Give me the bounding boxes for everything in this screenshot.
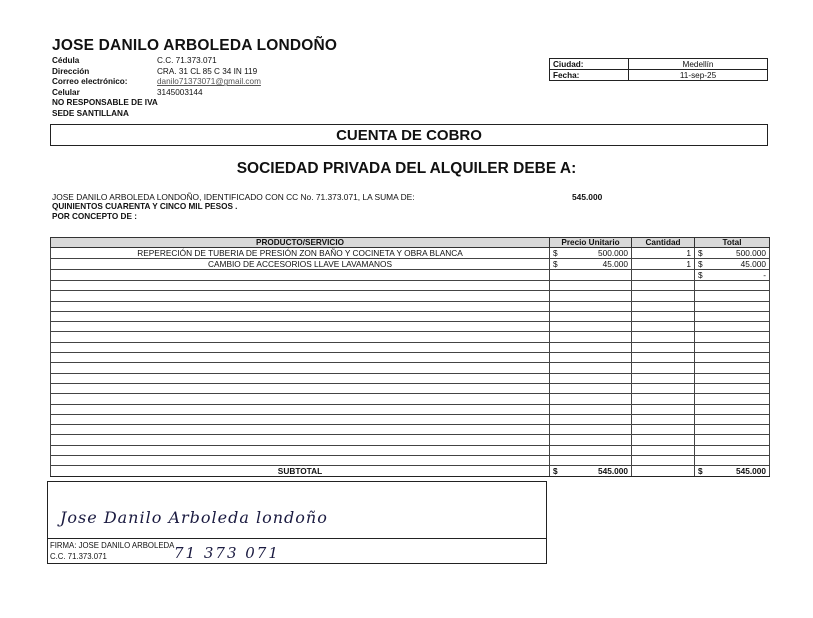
table-row <box>51 248 770 259</box>
table-row <box>51 281 770 291</box>
item-description: CAMBIO DE ACCESORIOS LLAVE LAVAMANOS <box>51 259 550 270</box>
items-table <box>50 237 770 477</box>
item-total <box>695 332 770 342</box>
table-row <box>51 332 770 342</box>
item-description: REPERECIÓN DE TUBERIA DE PRESIÓN ZON BAÑO Y COCINETA Y OBRA BLANCA <box>51 248 550 259</box>
handwritten-signature: Jose Danilo Arboleda londoño <box>60 508 328 527</box>
item-qty <box>632 445 695 455</box>
item-description <box>51 311 550 321</box>
branch: SEDE SANTILLANA <box>52 108 129 118</box>
address-label: Dirección <box>52 66 90 76</box>
item-total <box>695 311 770 321</box>
email-row <box>52 77 261 88</box>
item-description <box>51 281 550 291</box>
item-unit-price <box>550 281 632 291</box>
item-total <box>695 259 770 270</box>
item-unit-price <box>550 363 632 373</box>
item-unit-price <box>550 404 632 414</box>
item-description <box>51 342 550 352</box>
item-description <box>51 425 550 435</box>
subtotal-unit <box>550 466 632 477</box>
table-row <box>51 311 770 321</box>
phone-label: Celular <box>52 87 80 97</box>
table-row <box>51 414 770 424</box>
table-row <box>51 383 770 393</box>
phone-value: 3145003144 <box>157 87 203 97</box>
table-row <box>51 445 770 455</box>
firma-label: FIRMA: JOSE DANILO ARBOLEDA <box>50 541 175 550</box>
table-row <box>51 456 770 466</box>
item-qty <box>632 373 695 383</box>
table-row <box>51 394 770 404</box>
signature-line <box>47 538 547 539</box>
item-qty: 1 <box>632 248 695 259</box>
cedula-value: C.C. 71.373.071 <box>157 56 217 65</box>
item-qty <box>632 435 695 445</box>
date-row <box>550 70 768 81</box>
subtotal-qty <box>632 466 695 477</box>
currency-symbol: $ <box>553 466 558 477</box>
amount-words: QUINIENTOS CUARENTA Y CINCO MIL PESOS . <box>52 202 238 211</box>
item-description <box>51 404 550 414</box>
subtotal-total <box>695 466 770 477</box>
signature-caption <box>50 540 174 562</box>
subtotal-row <box>51 466 770 477</box>
signer-cc: C.C. 71.373.071 <box>50 552 107 561</box>
item-total-value: 500.000 <box>736 248 766 258</box>
item-qty <box>632 301 695 311</box>
subtotal-total-value: 545.000 <box>736 466 766 477</box>
table-row <box>51 435 770 445</box>
item-unit-price <box>550 425 632 435</box>
item-unit-price <box>550 291 632 301</box>
table-row <box>51 270 770 281</box>
item-unit-price-value: 500.000 <box>598 248 628 258</box>
item-unit-price <box>550 322 632 332</box>
cedula-row <box>52 56 261 67</box>
concept-label: POR CONCEPTO DE : <box>52 212 137 221</box>
header-unit-price: Precio Unitario <box>550 238 632 248</box>
item-qty <box>632 322 695 332</box>
debtor-line: SOCIEDAD PRIVADA DEL ALQUILER DEBE A: <box>236 160 577 177</box>
issuer-name: JOSE DANILO ARBOLEDA LONDOÑO <box>52 37 338 54</box>
item-qty <box>632 383 695 393</box>
item-description <box>51 435 550 445</box>
item-description <box>51 394 550 404</box>
currency-symbol: $ <box>698 466 703 477</box>
item-qty <box>632 332 695 342</box>
item-total <box>695 270 770 281</box>
table-row <box>51 425 770 435</box>
item-total <box>695 394 770 404</box>
item-unit-price <box>550 248 632 259</box>
item-total-value: - <box>763 270 766 280</box>
table-row <box>51 342 770 352</box>
address-value: CRA. 31 CL 85 C 34 IN 119 <box>157 66 258 76</box>
item-qty <box>632 281 695 291</box>
amount: 545.000 <box>572 192 603 202</box>
item-qty <box>632 353 695 363</box>
cedula-label: Cédula <box>52 56 80 65</box>
item-qty <box>632 291 695 301</box>
issuer-info <box>52 56 261 120</box>
item-qty <box>632 270 695 281</box>
item-description <box>51 363 550 373</box>
item-total <box>695 414 770 424</box>
table-header <box>51 238 770 248</box>
item-unit-price <box>550 270 632 281</box>
item-total <box>695 435 770 445</box>
item-qty <box>632 456 695 466</box>
item-total <box>695 281 770 291</box>
item-total <box>695 248 770 259</box>
item-total <box>695 353 770 363</box>
currency-symbol: $ <box>698 259 703 269</box>
subtotal-unit-value: 545.000 <box>598 466 628 477</box>
item-description <box>51 353 550 363</box>
subtotal-label: SUBTOTAL <box>51 466 550 477</box>
item-qty: 1 <box>632 259 695 270</box>
item-unit-price <box>550 414 632 424</box>
item-unit-price <box>550 456 632 466</box>
table-row <box>51 363 770 373</box>
city-date-box <box>549 58 768 81</box>
currency-symbol: $ <box>698 248 703 258</box>
item-unit-price <box>550 353 632 363</box>
item-total-value: 45.000 <box>740 259 766 269</box>
item-description <box>51 332 550 342</box>
item-total <box>695 342 770 352</box>
item-total <box>695 373 770 383</box>
item-unit-price <box>550 342 632 352</box>
item-total <box>695 445 770 455</box>
item-total <box>695 383 770 393</box>
item-unit-price <box>550 259 632 270</box>
table-row <box>51 373 770 383</box>
item-description <box>51 291 550 301</box>
item-total <box>695 291 770 301</box>
table-row <box>51 291 770 301</box>
statement: JOSE DANILO ARBOLEDA LONDOÑO, IDENTIFICADO CON CC No. 71.373.071, LA SUMA DE: <box>52 192 415 202</box>
currency-symbol: $ <box>553 248 558 258</box>
table-row <box>51 353 770 363</box>
city-label: Ciudad: <box>550 59 629 70</box>
city-value: Medellín <box>629 59 768 70</box>
item-total <box>695 404 770 414</box>
item-unit-price <box>550 435 632 445</box>
table-row <box>51 322 770 332</box>
header-total: Total <box>695 238 770 248</box>
item-description <box>51 383 550 393</box>
header-product: PRODUCTO/SERVICIO <box>51 238 550 248</box>
item-total <box>695 456 770 466</box>
item-unit-price <box>550 394 632 404</box>
city-row <box>550 59 768 70</box>
item-qty <box>632 342 695 352</box>
item-qty <box>632 363 695 373</box>
header-qty: Cantidad <box>632 238 695 248</box>
item-unit-price <box>550 373 632 383</box>
document-title: CUENTA DE COBRO <box>50 124 768 146</box>
date-label: Fecha: <box>550 70 629 81</box>
item-qty <box>632 311 695 321</box>
table-row <box>51 404 770 414</box>
item-unit-price <box>550 311 632 321</box>
item-unit-price-value: 45.000 <box>602 259 628 269</box>
handwritten-cc: 71 373 071 <box>174 544 280 562</box>
item-unit-price <box>550 301 632 311</box>
item-total <box>695 425 770 435</box>
item-description <box>51 456 550 466</box>
item-description <box>51 414 550 424</box>
item-qty <box>632 414 695 424</box>
address-row <box>52 67 261 78</box>
date-value: 11-sep-25 <box>629 70 768 81</box>
item-qty <box>632 394 695 404</box>
email-label: Correo electrónico: <box>52 77 128 87</box>
currency-symbol: $ <box>553 259 558 269</box>
item-unit-price <box>550 445 632 455</box>
tax-note: NO RESPONSABLE DE IVA <box>52 98 158 108</box>
item-unit-price <box>550 383 632 393</box>
phone-row <box>52 88 261 99</box>
item-total <box>695 363 770 373</box>
email-link[interactable]: danilo71373071@gmail.com <box>157 77 261 87</box>
item-description <box>51 373 550 383</box>
item-total <box>695 322 770 332</box>
item-qty <box>632 425 695 435</box>
item-description <box>51 322 550 332</box>
item-total <box>695 301 770 311</box>
item-unit-price <box>550 332 632 342</box>
item-description <box>51 301 550 311</box>
currency-symbol: $ <box>698 270 703 280</box>
item-description <box>51 445 550 455</box>
item-description <box>51 270 550 281</box>
item-qty <box>632 404 695 414</box>
table-row <box>51 301 770 311</box>
table-row <box>51 259 770 270</box>
